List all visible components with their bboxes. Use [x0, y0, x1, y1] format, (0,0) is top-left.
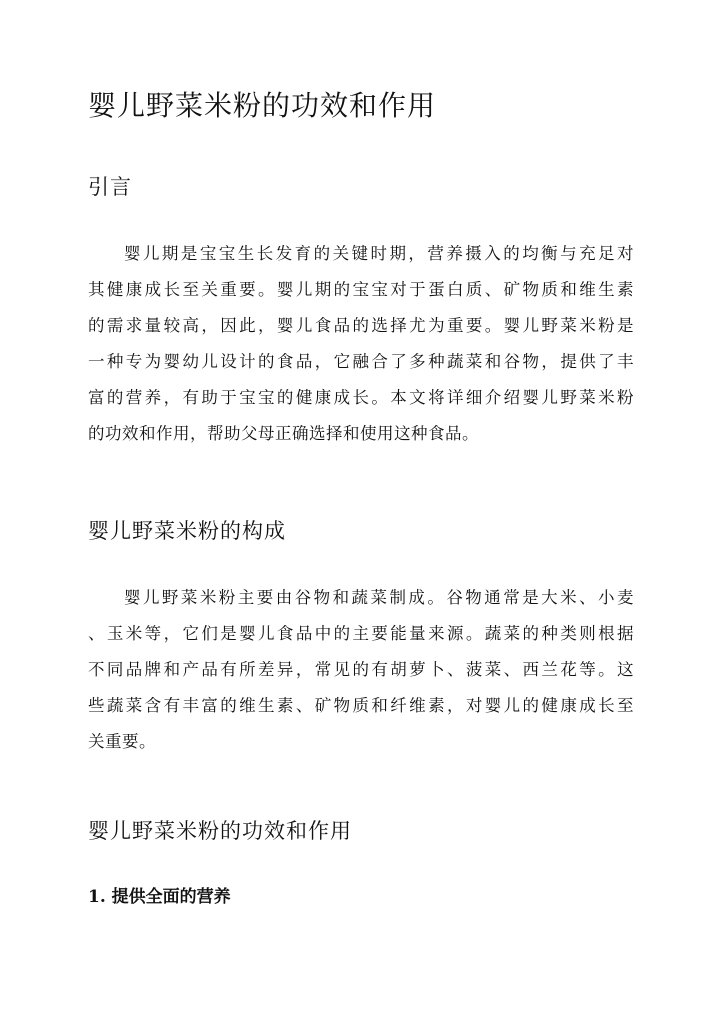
paragraph-composition [88, 580, 634, 760]
paragraph-line: 富的营养，有助于宝宝的健康成长。本文将详细介绍婴儿野菜米粉 [88, 388, 634, 407]
section-heading-benefits: 婴儿野菜米粉的功效和作用 [88, 819, 352, 843]
paragraph-line: 、玉米等，它们是婴儿食品中的主要能量来源。蔬菜的种类则根据 [88, 624, 634, 643]
paragraph-line: 其健康成长至关重要。婴儿期的宝宝对于蛋白质、矿物质和维生素 [88, 280, 634, 299]
section-heading-intro: 引言 [88, 175, 132, 199]
paragraph-line: 不同品牌和产品有所差异，常见的有胡萝卜、菠菜、西兰花等。这 [88, 660, 634, 679]
document-title: 婴儿野菜米粉的功效和作用 [88, 89, 437, 122]
subsection-heading-nutrition: 1. 提供全面的营养 [88, 887, 231, 907]
paragraph-line: 的功效和作用，帮助父母正确选择和使用这种食品。 [88, 424, 479, 443]
paragraph-line: 的需求量较高，因此，婴儿食品的选择尤为重要。婴儿野菜米粉是 [88, 316, 634, 335]
paragraph-intro [88, 236, 634, 452]
section-heading-composition: 婴儿野菜米粉的构成 [88, 519, 286, 543]
paragraph-line: 些蔬菜含有丰富的维生素、矿物质和纤维素，对婴儿的健康成长至 [88, 696, 634, 715]
paragraph-line: 婴儿野菜米粉主要由谷物和蔬菜制成。谷物通常是大米、小麦 [124, 588, 634, 607]
paragraph-line: 一种专为婴幼儿设计的食品，它融合了多种蔬菜和谷物，提供了丰 [88, 352, 634, 371]
paragraph-line: 关重要。 [88, 732, 156, 751]
paragraph-line: 婴儿期是宝宝生长发育的关键时期，营养摄入的均衡与充足对 [124, 244, 634, 263]
